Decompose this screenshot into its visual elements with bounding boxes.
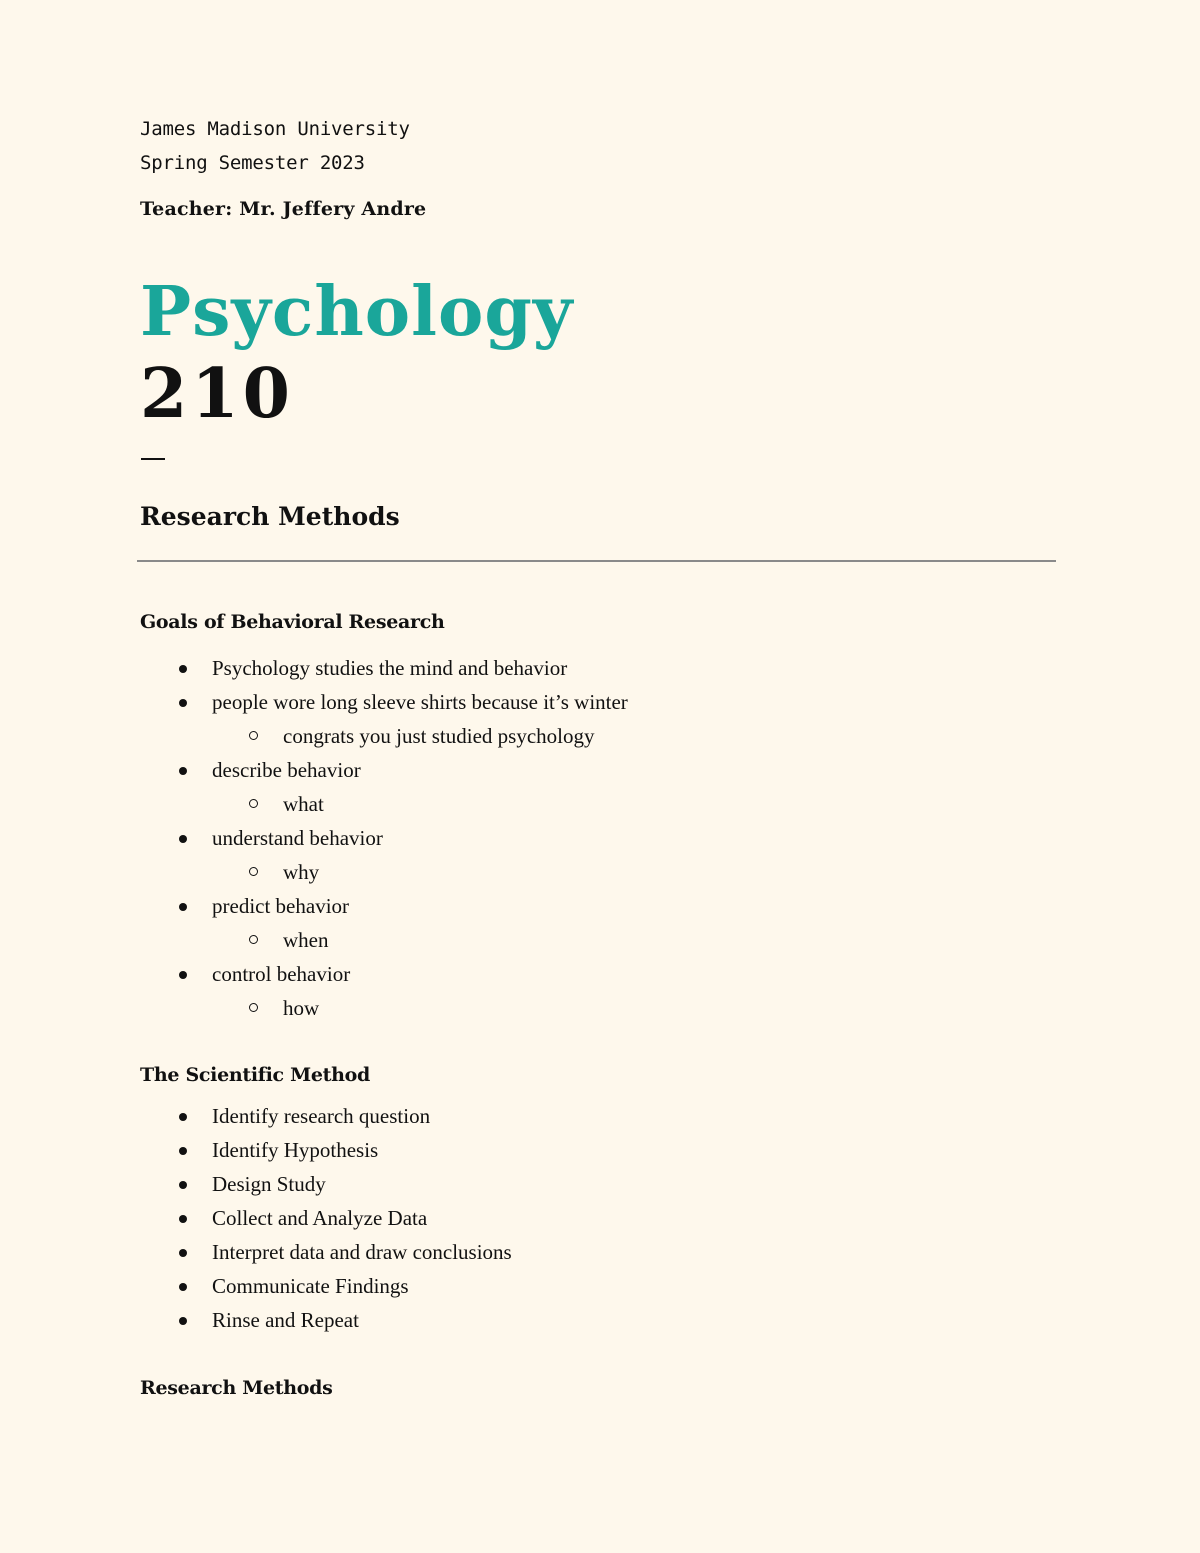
list-item bbox=[140, 1167, 1056, 1201]
list-item-text: congrats you just studied psychology bbox=[283, 724, 595, 748]
list-item-text: Identify research question bbox=[212, 1104, 431, 1128]
bullet-icon bbox=[179, 1249, 187, 1257]
goals-list bbox=[140, 651, 1056, 1025]
semester-label: Spring Semester 2023 bbox=[140, 152, 365, 174]
bullet-icon bbox=[179, 1147, 187, 1155]
title-dash bbox=[141, 458, 165, 460]
sub-list-item bbox=[140, 855, 1056, 889]
list-item bbox=[140, 957, 1056, 991]
list-item bbox=[140, 1269, 1056, 1303]
list-item-text: Design Study bbox=[212, 1172, 326, 1196]
bullet-icon bbox=[179, 1283, 187, 1291]
bullet-icon bbox=[179, 1317, 187, 1325]
bullet-icon bbox=[179, 665, 187, 673]
institution-name: James Madison University bbox=[140, 118, 410, 140]
bullet-icon bbox=[179, 835, 187, 843]
list-item bbox=[140, 1235, 1056, 1269]
bullet-icon bbox=[179, 767, 187, 775]
document-page bbox=[140, 112, 1056, 1399]
goals-section bbox=[140, 607, 1056, 1025]
list-item-text: Interpret data and draw conclusions bbox=[212, 1240, 512, 1264]
section-divider bbox=[137, 560, 1056, 562]
list-item bbox=[140, 651, 1056, 685]
list-item-text: Psychology studies the mind and behavior bbox=[212, 656, 568, 680]
hollow-bullet-icon bbox=[249, 867, 258, 876]
teacher-label: Teacher: Mr. Jeffery Andre bbox=[140, 198, 427, 220]
list-item-text: Collect and Analyze Data bbox=[212, 1206, 428, 1230]
research-methods-heading: Research Methods bbox=[140, 1377, 333, 1399]
list-item bbox=[140, 1201, 1056, 1235]
hollow-bullet-icon bbox=[249, 1003, 258, 1012]
list-item-text: what bbox=[283, 792, 324, 816]
list-item-text: understand behavior bbox=[212, 826, 383, 850]
course-number: 210 bbox=[140, 354, 294, 434]
research-methods-section bbox=[140, 1373, 1056, 1403]
sub-list-item bbox=[140, 923, 1056, 957]
sub-list-item bbox=[140, 719, 1056, 753]
list-item bbox=[140, 889, 1056, 923]
hollow-bullet-icon bbox=[249, 799, 258, 808]
list-item-text: Rinse and Repeat bbox=[212, 1308, 359, 1332]
list-item bbox=[140, 1303, 1056, 1337]
course-subtitle: Research Methods bbox=[140, 502, 400, 531]
scientific-method-heading: The Scientific Method bbox=[140, 1064, 371, 1086]
hollow-bullet-icon bbox=[249, 935, 258, 944]
bullet-icon bbox=[179, 1215, 187, 1223]
list-item-text: why bbox=[283, 860, 320, 884]
list-item-text: predict behavior bbox=[212, 894, 350, 918]
bullet-icon bbox=[179, 903, 187, 911]
bullet-icon bbox=[179, 1113, 187, 1121]
list-item-text: control behavior bbox=[212, 962, 351, 986]
bullet-icon bbox=[179, 699, 187, 707]
bullet-icon bbox=[179, 1181, 187, 1189]
bullet-icon bbox=[179, 971, 187, 979]
list-item-text: when bbox=[283, 928, 329, 952]
list-item-text: people wore long sleeve shirts because it’s winter bbox=[212, 690, 628, 714]
list-item bbox=[140, 1133, 1056, 1167]
list-item-text: Identify Hypothesis bbox=[212, 1138, 379, 1162]
list-item bbox=[140, 685, 1056, 719]
list-item bbox=[140, 1099, 1056, 1133]
list-item-text: how bbox=[283, 996, 320, 1020]
sub-list-item bbox=[140, 991, 1056, 1025]
hollow-bullet-icon bbox=[249, 731, 258, 740]
list-item bbox=[140, 821, 1056, 855]
goals-heading: Goals of Behavioral Research bbox=[140, 611, 445, 633]
sub-list-item bbox=[140, 787, 1056, 821]
scientific-method-section bbox=[140, 1060, 1056, 1337]
list-item bbox=[140, 753, 1056, 787]
list-item-text: describe behavior bbox=[212, 758, 361, 782]
list-item-text: Communicate Findings bbox=[212, 1274, 409, 1298]
scientific-method-list bbox=[140, 1099, 1056, 1337]
course-title: Psychology bbox=[140, 272, 574, 352]
